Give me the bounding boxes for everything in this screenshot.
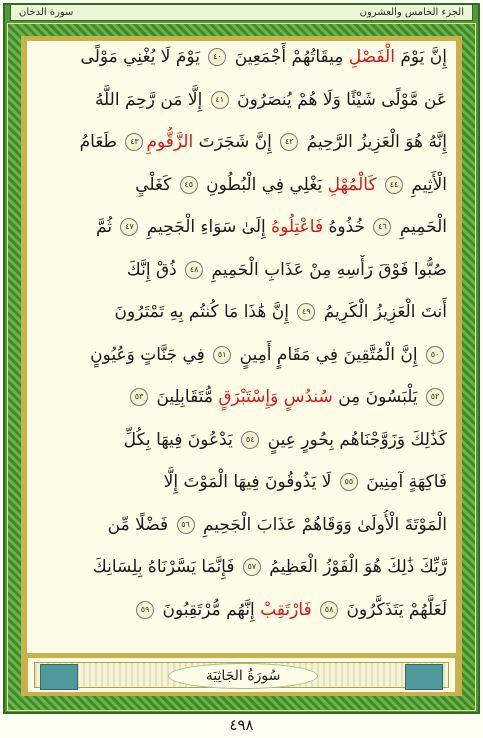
ayah-number-marker: ٥١: [213, 346, 231, 364]
verse-text: [312, 600, 317, 620]
verse-line: [36, 42, 447, 72]
ayah-number-marker: ٤٨: [185, 261, 203, 279]
verse-text: فَاكِهَةٍ آمِنِينَ: [360, 472, 447, 492]
highlighted-word: فَاعْتِلُوهُ: [271, 217, 324, 237]
verse-text: خُذُوهُ: [323, 217, 371, 237]
surah-title: سُورَةُ الجَاثِيَة: [168, 663, 318, 689]
ayah-number-marker: ٤٣: [125, 133, 143, 151]
ayah-number-marker: ٤٤: [385, 176, 403, 194]
ayah-number-marker: ٤٥: [180, 176, 198, 194]
ayah-number-marker: ٥٥: [340, 473, 358, 491]
verse-text: فَضْلًا مِّن: [107, 514, 174, 535]
surah-name-label: سورة الدخان: [19, 7, 74, 18]
ayah-number-marker: ٤١: [211, 91, 229, 109]
verse-line: [36, 297, 447, 327]
ayah-number-marker: ٥٩: [136, 601, 154, 619]
verse-text: الْمَوْتَةَ الْأُولَىٰ وَوَقَاهُمْ عَذَابَ الْجَحِيمِ: [197, 514, 447, 535]
banner-ornament-right: [405, 664, 443, 690]
page-header: [10, 4, 473, 21]
verse-text: طَعَامُ: [79, 132, 123, 152]
verse-text: رَّبِّكَ ذَٰلِكَ هُوَ الْفَوْزُ الْعَظِيمُ: [263, 557, 447, 577]
verse-text: إِلَّا مَن رَّحِمَ اللَّهُ: [94, 89, 208, 110]
ayah-number-marker: ٥٢: [426, 388, 444, 406]
verse-text: مُّتَقَابِلِينَ: [151, 387, 219, 407]
verse-text: إِنَّ هَٰذَا مَا كُنتُم بِهِ تَمْتَرُونَ: [114, 302, 295, 322]
ayah-number-marker: ٤٠: [208, 48, 226, 66]
verse-text: مِيقَاتُهُمْ أَجْمَعِينَ: [229, 47, 349, 67]
verse-text: يَوْمَ لَا يُغْنِي مَوْلًى: [80, 47, 206, 67]
verse-text: ذُقْ إِنَّكَ: [126, 259, 183, 280]
verse-line: [36, 127, 447, 157]
surah-banner: [27, 657, 456, 693]
verse-text: الْأَثِيمِ: [406, 174, 447, 195]
verse-text: إِنَّهُ هُوَ الْعَزِيزُ الرَّحِيمُ: [301, 132, 447, 152]
ayah-number-marker: ٤٢: [280, 133, 298, 151]
banner-ornament-left: [40, 664, 78, 690]
verse-text: يَلْبَسُونَ مِن: [332, 387, 423, 407]
verse-line: [36, 510, 447, 540]
verse-text: [377, 175, 382, 195]
verse-text: يَدْعُونَ فِيهَا بِكُلِّ: [123, 429, 239, 450]
page-number: ٤٩٨: [229, 716, 254, 734]
ayah-number-marker: ٤٧: [120, 218, 138, 236]
highlighted-word: فَارْتَقِبْ: [260, 599, 312, 620]
verse-text: ثُمَّ: [95, 217, 118, 237]
verse-text: فِي جَنَّاتٍ وَعُيُونٍ: [90, 344, 211, 365]
ayah-number-marker: ٤٦: [373, 218, 391, 236]
highlighted-word: سُندُسٍ وَإِسْتَبْرَقٍ: [218, 387, 333, 407]
ayah-number-marker: ٥٦: [177, 516, 195, 534]
verse-line: [36, 170, 447, 200]
verse-text: إِلَىٰ سَوَاءِ الْجَحِيمِ: [141, 217, 272, 237]
ayah-number-marker: ٥٧: [243, 558, 261, 576]
verse-text: عَن مَّوْلًى شَيْئًا وَلَا هُمْ يُنصَرُونَ: [231, 89, 447, 110]
verse-line: [36, 382, 447, 412]
ayah-number-marker: ٥٠: [426, 346, 444, 364]
ayah-number-marker: ٥٨: [320, 601, 338, 619]
verse-text: إِنَّ شَجَرَتَ: [193, 132, 278, 152]
highlighted-word: الْفَصْلِ: [348, 47, 395, 67]
verse-text: لَا يَذُوقُونَ فِيهَا الْمَوْتَ إِلَّا: [163, 472, 337, 492]
verse-text: إِنَّهُم مُّرْتَقِبُونَ: [157, 599, 261, 620]
verse-text: أَنتَ الْعَزِيزُ الْكَرِيمُ: [318, 302, 447, 322]
ayah-number-marker: ٥٣: [130, 388, 148, 406]
ayah-number-marker: ٤٩: [297, 303, 315, 321]
verse-text: كَذَٰلِكَ وَزَوَّجْنَاهُم بِحُورٍ عِينٍ: [262, 429, 447, 450]
ayah-number-marker: ٥٤: [241, 431, 259, 449]
juz-label: الجزء الخامس والعشرون: [359, 7, 464, 18]
verse-line: [36, 340, 447, 370]
verse-line: [36, 552, 447, 582]
verse-line: [36, 425, 447, 455]
verse-text: فَإِنَّمَا يَسَّرْنَاهُ بِلِسَانِكَ: [92, 557, 240, 577]
verse-line: [36, 212, 447, 242]
highlighted-word: الزَّقُّومِ: [146, 132, 194, 152]
verse-line: [36, 85, 447, 115]
verse-line: [36, 255, 447, 285]
verse-text: صُبُّوا فَوْقَ رَأْسِهِ مِنْ عَذَابِ الْحَمِيمِ: [206, 259, 447, 280]
verse-text: يَغْلِي فِي الْبُطُونِ: [200, 174, 328, 195]
highlighted-word: كَالْمُهْلِ: [327, 174, 377, 195]
verse-line: [36, 595, 447, 625]
verse-text: لَعَلَّهُمْ يَتَذَكَّرُونَ: [341, 599, 447, 620]
verse-text: كَغَلْيِ: [135, 174, 177, 195]
verse-text: إِنَّ يَوْمَ: [394, 47, 447, 67]
verse-text: الْحَمِيمِ: [394, 217, 447, 237]
verse-line: [36, 467, 447, 497]
verse-text: إِنَّ الْمُتَّقِينَ فِي مَقَامٍ أَمِينٍ: [234, 344, 423, 365]
